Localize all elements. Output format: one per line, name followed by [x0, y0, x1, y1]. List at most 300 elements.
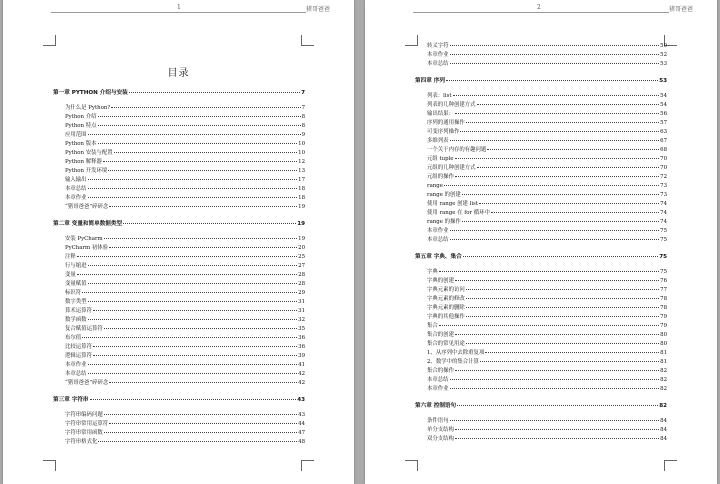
toc-page-number: 31: [298, 308, 305, 314]
toc-entry-title: PyCharm 初体验: [65, 245, 109, 251]
toc-entry-title: 本章总结: [427, 237, 449, 243]
dot-leader: [88, 188, 298, 189]
toc-page-number: 52: [660, 52, 667, 58]
dot-leader: [477, 167, 660, 168]
toc-entry-title: 标识符: [65, 290, 82, 296]
toc-entry-title: 字典元素的修改: [427, 296, 465, 302]
dot-leader: [103, 161, 297, 162]
toc-page-number: 7: [301, 90, 305, 96]
toc-entry-title: 字典: [427, 269, 438, 275]
spacer: [415, 69, 667, 76]
header-page-number: 1: [177, 4, 181, 11]
toc-entry-link[interactable]: [415, 313, 667, 322]
toc-page-number: 25: [298, 254, 305, 260]
toc-entry-title: 本章作业: [65, 362, 87, 368]
toc-entry-link[interactable]: [53, 253, 305, 262]
toc-page-number: 54: [660, 93, 667, 99]
dot-leader: [88, 265, 298, 266]
toc-entry-title: 本章总结: [65, 186, 87, 192]
toc-entry-link[interactable]: [415, 340, 667, 349]
spacer: [415, 394, 667, 401]
toc-page-number: 75: [660, 269, 667, 275]
toc-page-number: 9: [301, 132, 305, 138]
toc-page-number: 73: [660, 192, 667, 198]
toc-entry-title: 变量赋值: [65, 281, 87, 287]
toc-page-number: 31: [298, 299, 305, 305]
toc-entry-link[interactable]: [53, 429, 305, 438]
toc-entry-title: range 的创建: [427, 192, 461, 198]
toc-entry-link[interactable]: [415, 182, 667, 191]
toc-entry-link[interactable]: [53, 235, 305, 244]
dot-leader: [455, 334, 659, 335]
dot-leader: [123, 223, 296, 224]
header-page-number: 2: [537, 4, 541, 11]
crop-mark: [664, 460, 677, 471]
toc-entry-link[interactable]: [415, 236, 667, 245]
toc-entry-title: “猪哥爸爸”碎碎念: [65, 204, 109, 210]
toc-entry-title: 输入输出: [65, 177, 87, 183]
toc-page-number: 39: [298, 353, 305, 359]
toc-entry-link[interactable]: [415, 304, 667, 313]
toc-page-number: 80: [660, 341, 667, 347]
dot-leader: [77, 274, 297, 275]
toc-entry-title: 字符串常用函数: [65, 430, 103, 436]
dot-leader: [450, 54, 660, 55]
dot-leader: [455, 280, 659, 281]
spacer: [53, 212, 305, 219]
dot-leader: [88, 319, 298, 320]
dot-leader: [98, 116, 301, 117]
dot-leader: [109, 206, 297, 207]
dot-leader: [129, 92, 300, 93]
toc-page-number: 18: [298, 186, 305, 192]
toc-entry-title: 元组的操作: [427, 174, 454, 180]
dot-leader: [450, 379, 660, 380]
toc-entry-title: Python 版本: [65, 141, 97, 147]
toc-page-number: 35: [298, 326, 305, 332]
dot-leader: [88, 134, 301, 135]
toc-page-number: 56: [660, 111, 667, 117]
toc-page-number: 43: [298, 412, 305, 418]
toc-entry-title: 集合的创建: [427, 332, 454, 338]
dot-leader: [104, 432, 297, 433]
spacer: [415, 245, 667, 252]
toc-entry-link[interactable]: [415, 376, 667, 385]
toc-entry-link[interactable]: [53, 262, 305, 271]
toc-entry-link[interactable]: [53, 420, 305, 429]
toc-entry-link[interactable]: [53, 167, 305, 176]
toc-page-number: 84: [660, 418, 667, 424]
toc-entry-link[interactable]: [415, 191, 667, 200]
toc-entry-link[interactable]: [53, 438, 305, 447]
toc-entry-title: 安装 PyCharm: [65, 236, 103, 242]
toc-page-number: 10: [298, 141, 305, 147]
toc-entry-title: 转义字符: [427, 43, 449, 49]
dot-leader: [82, 337, 297, 338]
toc-entry-title: 元组的几种创建方式: [427, 165, 476, 171]
toc-entry-link[interactable]: [53, 379, 305, 388]
toc-entry-title: 字符串编码问题: [65, 412, 103, 418]
toc-page-number: 53: [659, 78, 667, 84]
dot-leader: [463, 256, 659, 257]
toc-entry-title: 字符串格式化: [65, 439, 98, 445]
dot-leader: [455, 158, 660, 159]
header-rule: [413, 12, 669, 13]
toc-entry-title: 逻辑运算符: [65, 353, 92, 359]
dot-leader: [462, 194, 659, 195]
dot-leader: [466, 343, 659, 344]
dot-leader: [88, 179, 298, 180]
toc-entry-link[interactable]: [415, 200, 667, 209]
toc-page-number: 53: [660, 61, 667, 67]
toc-entry-title: 第二章 变量和简单数据类型: [53, 221, 123, 227]
toc-list-right: [415, 42, 667, 444]
header-title: 猪哥爸爸: [305, 6, 330, 13]
dot-leader: [114, 152, 297, 153]
dot-leader: [453, 95, 660, 96]
toc-page-number: 74: [660, 219, 667, 225]
dot-leader: [109, 247, 297, 248]
toc-entry-title: 算术运算符: [65, 308, 92, 314]
toc-title: 目录: [167, 68, 190, 79]
toc-page-number: 75: [659, 254, 667, 260]
toc-page-number: 43: [297, 397, 305, 403]
toc-entry-link[interactable]: [415, 51, 667, 60]
toc-entry-title: range 的操作: [427, 219, 461, 225]
toc-entry-link[interactable]: [415, 92, 667, 101]
toc-entry-title: 1、从序列中去除重复项: [427, 350, 485, 356]
toc-page-number: 32: [298, 317, 305, 323]
toc-page-number: 19: [298, 204, 305, 210]
toc-entry-link[interactable]: [53, 158, 305, 167]
toc-entry-title: 双分支结构: [427, 436, 454, 442]
toc-page-number: 42: [298, 380, 305, 386]
toc-page-number: 42: [298, 371, 305, 377]
toc-page-number: 84: [660, 427, 667, 433]
document-page-right: [365, 0, 717, 484]
toc-page-number: 73: [660, 183, 667, 189]
toc-entry-link[interactable]: [53, 352, 305, 361]
dot-leader: [455, 176, 659, 177]
toc-page-number: 70: [660, 165, 667, 171]
toc-entry-link[interactable]: [415, 218, 667, 227]
toc-entry-title: Python 安装与配置: [65, 150, 113, 156]
toc-entry-title: 复合赋值运算符: [65, 326, 103, 332]
toc-entry-link[interactable]: [53, 325, 305, 334]
toc-entry-title: 第三章 字符串: [53, 397, 89, 403]
toc-page-number: 7: [301, 105, 305, 111]
toc-entry-link[interactable]: [415, 358, 667, 367]
toc-entry-title: 使用 range 在 for 循环中: [427, 210, 490, 216]
toc-entry-title: range: [427, 183, 443, 189]
toc-entry-link[interactable]: [53, 194, 305, 203]
toc-entry-link[interactable]: [53, 334, 305, 343]
toc-entry-title: 字典的创建: [427, 278, 454, 284]
toc-page-number: 79: [660, 314, 667, 320]
dot-leader: [480, 361, 659, 362]
dot-leader: [450, 45, 660, 46]
toc-entry-title: 第一章 PYTHON 介绍与安装: [53, 90, 128, 96]
toc-entry-title: 字典元素的删除: [427, 305, 465, 311]
toc-entry-title: Python 特点: [65, 123, 97, 129]
dot-leader: [466, 289, 659, 290]
toc-entry-title: Python 介绍: [65, 114, 97, 120]
dot-leader: [450, 239, 660, 240]
toc-page-number: 76: [660, 278, 667, 284]
toc-entry-link[interactable]: [415, 60, 667, 69]
dot-leader: [108, 170, 297, 171]
crop-mark: [43, 35, 56, 46]
crop-mark: [301, 35, 314, 46]
dot-leader: [466, 298, 659, 299]
toc-entry-link[interactable]: [53, 307, 305, 316]
toc-entry-title: Python 开发环境: [65, 168, 108, 174]
toc-entry-link[interactable]: [53, 104, 305, 113]
dot-leader: [109, 382, 297, 383]
toc-page-number: 57: [660, 120, 667, 126]
toc-entry-link[interactable]: [415, 101, 667, 110]
dot-leader: [450, 63, 660, 64]
toc-page-number: 82: [660, 386, 667, 392]
toc-page-number: 47: [298, 430, 305, 436]
toc-entry-title: 变量: [65, 272, 76, 278]
toc-entry-link[interactable]: [415, 435, 667, 444]
toc-entry-link[interactable]: [415, 164, 667, 173]
toc-entry-title: 序列的通用操作: [427, 120, 465, 126]
toc-entry-title: 使用 range 创建 list: [427, 201, 478, 207]
toc-entry-title: 字典元素的访问: [427, 287, 465, 293]
toc-entry-title: 注释: [65, 254, 76, 260]
toc-entry-title: 单分支结构: [427, 427, 454, 433]
dot-leader: [485, 352, 659, 353]
toc-entry-title: 一个关于内存的有趣问题: [427, 147, 487, 153]
toc-entry-title: 2、数学中的集合计算: [427, 359, 479, 365]
toc-page-number: 63: [660, 129, 667, 135]
toc-entry-link[interactable]: [415, 426, 667, 435]
toc-page-number: 70: [660, 156, 667, 162]
toc-entry-link[interactable]: [415, 155, 667, 164]
toc-page-number: 82: [659, 403, 667, 409]
toc-entry-title: 集合的常见用途: [427, 341, 465, 347]
toc-page-number: 82: [660, 377, 667, 383]
toc-page-number: 48: [298, 439, 305, 445]
toc-entry-title: 本章作业: [427, 52, 449, 58]
toc-page-number: 44: [298, 421, 305, 427]
crop-mark: [43, 460, 56, 471]
toc-entry-link[interactable]: [53, 203, 305, 212]
toc-page-number: 77: [660, 287, 667, 293]
dot-leader: [455, 113, 659, 114]
toc-entry-link[interactable]: [53, 271, 305, 280]
dot-leader: [104, 414, 297, 415]
toc-page-number: 75: [660, 237, 667, 243]
toc-list-left: [53, 88, 305, 447]
dot-leader: [446, 80, 658, 81]
dot-leader: [487, 149, 659, 150]
toc-entry-link[interactable]: [415, 42, 667, 51]
toc-entry-link[interactable]: [53, 280, 305, 289]
toc-entry-title: 比较运算符: [65, 344, 92, 350]
toc-chapter-link[interactable]: [415, 401, 667, 411]
dot-leader: [93, 355, 297, 356]
toc-page-number: 19: [298, 236, 305, 242]
toc-page-number: 41: [298, 362, 305, 368]
toc-entry-link[interactable]: [415, 173, 667, 182]
document-page-left: [3, 0, 354, 484]
toc-page-number: 18: [298, 195, 305, 201]
toc-entry-link[interactable]: [415, 110, 667, 119]
toc-chapter-link[interactable]: [53, 88, 305, 98]
toc-page-number: 27: [298, 263, 305, 269]
toc-page-number: 74: [660, 210, 667, 216]
toc-page-number: 78: [660, 305, 667, 311]
toc-entry-link[interactable]: [53, 140, 305, 149]
dot-leader: [455, 370, 659, 371]
toc-entry-title: 元组 tuple: [427, 156, 454, 162]
toc-entry-link[interactable]: [53, 122, 305, 131]
dot-leader: [90, 399, 297, 400]
toc-entry-title: 集合的操作: [427, 368, 454, 374]
toc-page-number: 84: [660, 436, 667, 442]
dot-leader: [466, 316, 659, 317]
toc-entry-title: 本章作业: [65, 195, 87, 201]
toc-chapter-link[interactable]: [415, 252, 667, 262]
toc-entry-link[interactable]: [415, 385, 667, 394]
toc-entry-link[interactable]: [415, 367, 667, 376]
toc-page-number: 36: [298, 335, 305, 341]
dot-leader: [98, 125, 301, 126]
dot-leader: [439, 271, 659, 272]
toc-entry-link[interactable]: [53, 370, 305, 379]
toc-entry-title: 可变序列操作: [427, 129, 460, 135]
toc-chapter-link[interactable]: [53, 395, 305, 405]
dot-leader: [479, 203, 659, 204]
toc-entry-link[interactable]: [53, 176, 305, 185]
toc-entry-title: 字典的其他操作: [427, 314, 465, 320]
dot-leader: [450, 420, 660, 421]
dot-leader: [455, 438, 659, 439]
toc-entry-title: Python 解释器: [65, 159, 102, 165]
toc-entry-link[interactable]: [415, 331, 667, 340]
toc-entry-link[interactable]: [415, 268, 667, 277]
toc-entry-link[interactable]: [415, 349, 667, 358]
dot-leader: [98, 143, 298, 144]
dot-leader: [457, 405, 658, 406]
toc-entry-link[interactable]: [415, 119, 667, 128]
toc-entry-link[interactable]: [53, 244, 305, 253]
dot-leader: [439, 325, 659, 326]
toc-entry-link[interactable]: [415, 295, 667, 304]
dot-leader: [460, 131, 659, 132]
toc-entry-title: 行与缩进: [65, 263, 87, 269]
dot-leader: [462, 221, 659, 222]
toc-page-number: 28: [298, 281, 305, 287]
toc-page-number: 67: [660, 138, 667, 144]
toc-page-number: 78: [660, 296, 667, 302]
toc-entry-link[interactable]: [415, 137, 667, 146]
toc-entry-title: 应用范围: [65, 132, 87, 138]
dot-leader: [491, 212, 659, 213]
toc-page-number: 10: [298, 150, 305, 156]
toc-entry-link[interactable]: [415, 286, 667, 295]
toc-entry-link[interactable]: [53, 316, 305, 325]
toc-entry-title: 列表：list: [427, 93, 452, 99]
toc-entry-link[interactable]: [415, 209, 667, 218]
toc-page-number: 29: [298, 290, 305, 296]
toc-entry-link[interactable]: [415, 417, 667, 426]
toc-entry-link[interactable]: [415, 227, 667, 236]
toc-page-number: 82: [660, 368, 667, 374]
dot-leader: [450, 140, 660, 141]
toc-entry-title: 数字类型: [65, 299, 87, 305]
crop-mark: [405, 460, 418, 471]
dot-leader: [88, 197, 298, 198]
toc-page-number: 13: [298, 168, 305, 174]
toc-entry-title: 布尔值: [65, 335, 82, 341]
dot-leader: [450, 388, 660, 389]
toc-entry-title: 本章总结: [427, 377, 449, 383]
dot-leader: [477, 104, 660, 105]
header-rule: [51, 12, 306, 13]
dot-leader: [109, 423, 297, 424]
header-title: 猪哥爸爸: [668, 6, 693, 13]
crop-mark: [301, 460, 314, 471]
toc-page-number: 17: [298, 177, 305, 183]
dot-leader: [88, 373, 298, 374]
toc-page-number: 36: [298, 344, 305, 350]
toc-page-number: 8: [301, 123, 305, 129]
toc-page-number: 54: [660, 102, 667, 108]
dot-leader: [455, 429, 659, 430]
toc-entry-link[interactable]: [53, 113, 305, 122]
toc-entry-link[interactable]: [415, 146, 667, 155]
dot-leader: [444, 185, 659, 186]
toc-entry-title: 条件语句: [427, 418, 449, 424]
toc-chapter-link[interactable]: [415, 76, 667, 86]
toc-page-number: 20: [298, 245, 305, 251]
dot-leader: [88, 283, 298, 284]
toc-entry-link[interactable]: [53, 298, 305, 307]
dot-leader: [88, 301, 298, 302]
toc-page-number: 12: [298, 159, 305, 165]
dot-leader: [104, 328, 297, 329]
toc-entry-link[interactable]: [415, 277, 667, 286]
toc-chapter-link[interactable]: [53, 219, 305, 229]
toc-entry-link[interactable]: [53, 185, 305, 194]
toc-entry-link[interactable]: [415, 128, 667, 137]
toc-entry-link[interactable]: [53, 411, 305, 420]
toc-entry-link[interactable]: [53, 131, 305, 140]
dot-leader: [82, 292, 297, 293]
toc-entry-link[interactable]: [415, 322, 667, 331]
toc-page-number: 50: [660, 43, 667, 49]
toc-entry-link[interactable]: [53, 343, 305, 352]
toc-entry-title: 为什么是 Python?: [65, 105, 111, 111]
dot-leader: [93, 310, 297, 311]
toc-entry-link[interactable]: [53, 289, 305, 298]
toc-page-number: 74: [660, 201, 667, 207]
dot-leader: [450, 230, 660, 231]
spacer: [53, 388, 305, 395]
toc-entry-link[interactable]: [53, 149, 305, 158]
toc-page-number: 80: [660, 332, 667, 338]
toc-entry-link[interactable]: [53, 361, 305, 370]
toc-entry-title: 集合: [427, 323, 438, 329]
toc-entry-title: 多维列表: [427, 138, 449, 144]
toc-page-number: 72: [660, 174, 667, 180]
toc-entry-title: 输出结果：: [427, 111, 454, 117]
toc-page-number: 79: [660, 323, 667, 329]
